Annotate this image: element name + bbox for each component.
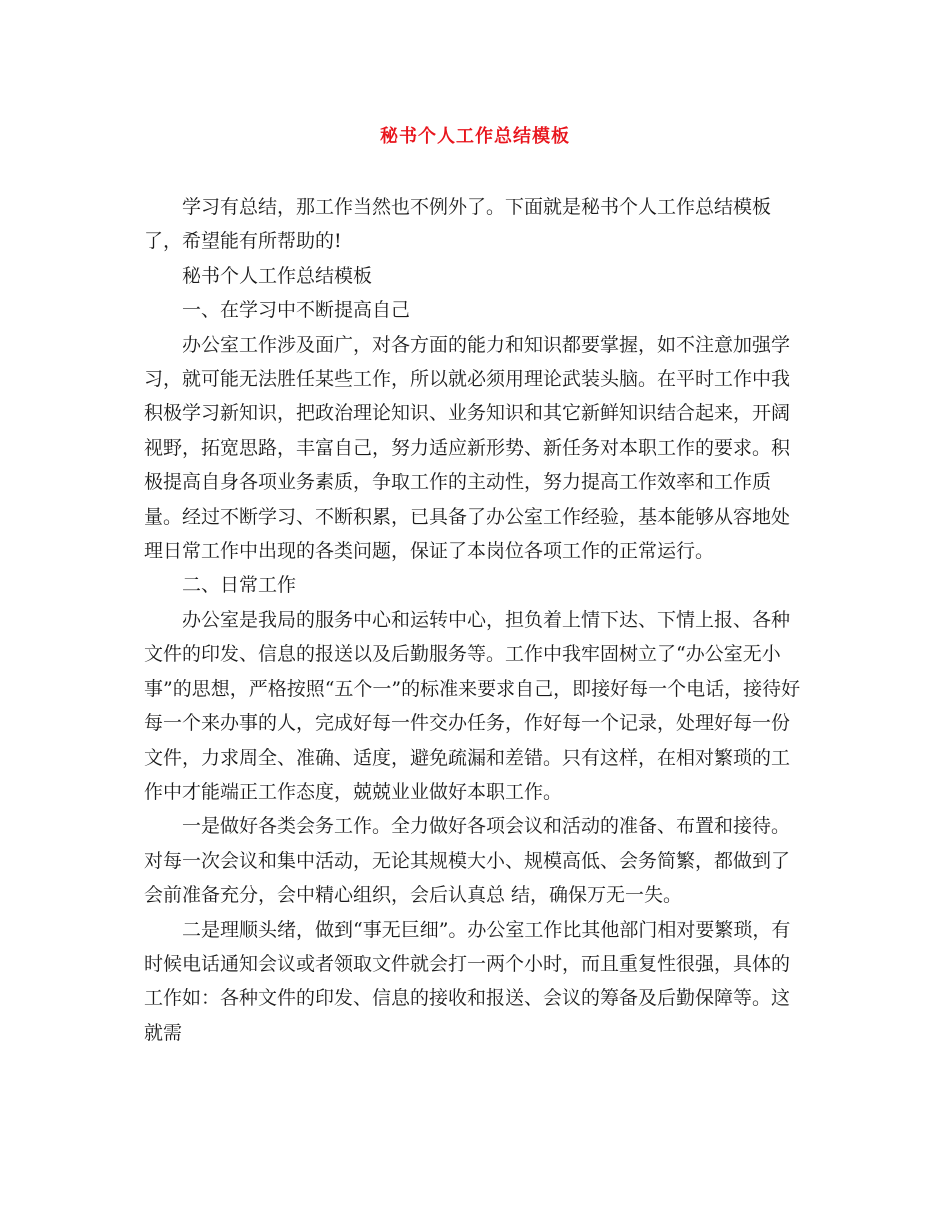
paragraph-section-2: 办公室是我局的服务中心和运转中心，担负着上情下达、下情上报、各种文件的印发、信息的报送以及后勤服务等。工作中我牢固树立了“办公室无小事”的思想，严格按照“五个一”的标准来要求自己，即接好每一个电话，接待好每一个来办事的人，完成好每一件交办任务，作好每一个记录，处理好每一份文件，力求周全、准确、适度，避免疏漏和差错。只有这样，在相对繁琐的工作中才能端正工作态度，兢兢业业做好本职工作。: [144, 608, 801, 803]
section-heading-1: 一、在学习中不断提高自己: [182, 299, 411, 322]
paragraph-section-1: 办公室工作涉及面广，对各方面的能力和知识都要掌握，如不注意加强学习，就可能无法胜任某些工作，所以就必须用理论武装头脑。在平时工作中我积极学习新知识，把政治理论知识、业务知识和其它新鲜知识结合起来，开阔视野，拓宽思路，丰富自己，努力适应新形势、新任务对本职工作的要求。积极提高自身各项业务素质，争取工作的主动性，努力提高工作效率和工作质量。经过不断学习、不断积累，已具备了办公室工作经验，基本能够从容地处理日常工作中出现的各类问题，保证了本岗位各项工作的正常运行。: [144, 333, 791, 563]
paragraph-intro: 学习有总结，那工作当然也不例外了。下面就是秘书个人工作总结模板了，希望能有所帮助的!: [144, 196, 772, 253]
section-heading-2: 二、日常工作: [182, 574, 297, 597]
document-body: [144, 190, 804, 1050]
document-title: 秘书个人工作总结模板: [380, 126, 570, 147]
paragraph-details: 二是理顺头绪，做到“事无巨细”。办公室工作比其他部门相对要繁琐，有时候电话通知会议或者领取文件就会打一两个小时，而且重复性很强，具体的工作如：各种文件的印发、信息的接收和报送、会议的筹备及后勤保障等。这就需: [144, 918, 791, 1044]
paragraph-meetings: 一是做好各类会务工作。全力做好各项会议和活动的准备、布置和接待。对每一次会议和集中活动，无论其规模大小、规模高低、会务简繁，都做到了会前准备充分，会中精心组织，会后认真总 结，确保万无一失。: [144, 815, 791, 907]
paragraph-subtitle: 秘书个人工作总结模板: [182, 264, 373, 287]
